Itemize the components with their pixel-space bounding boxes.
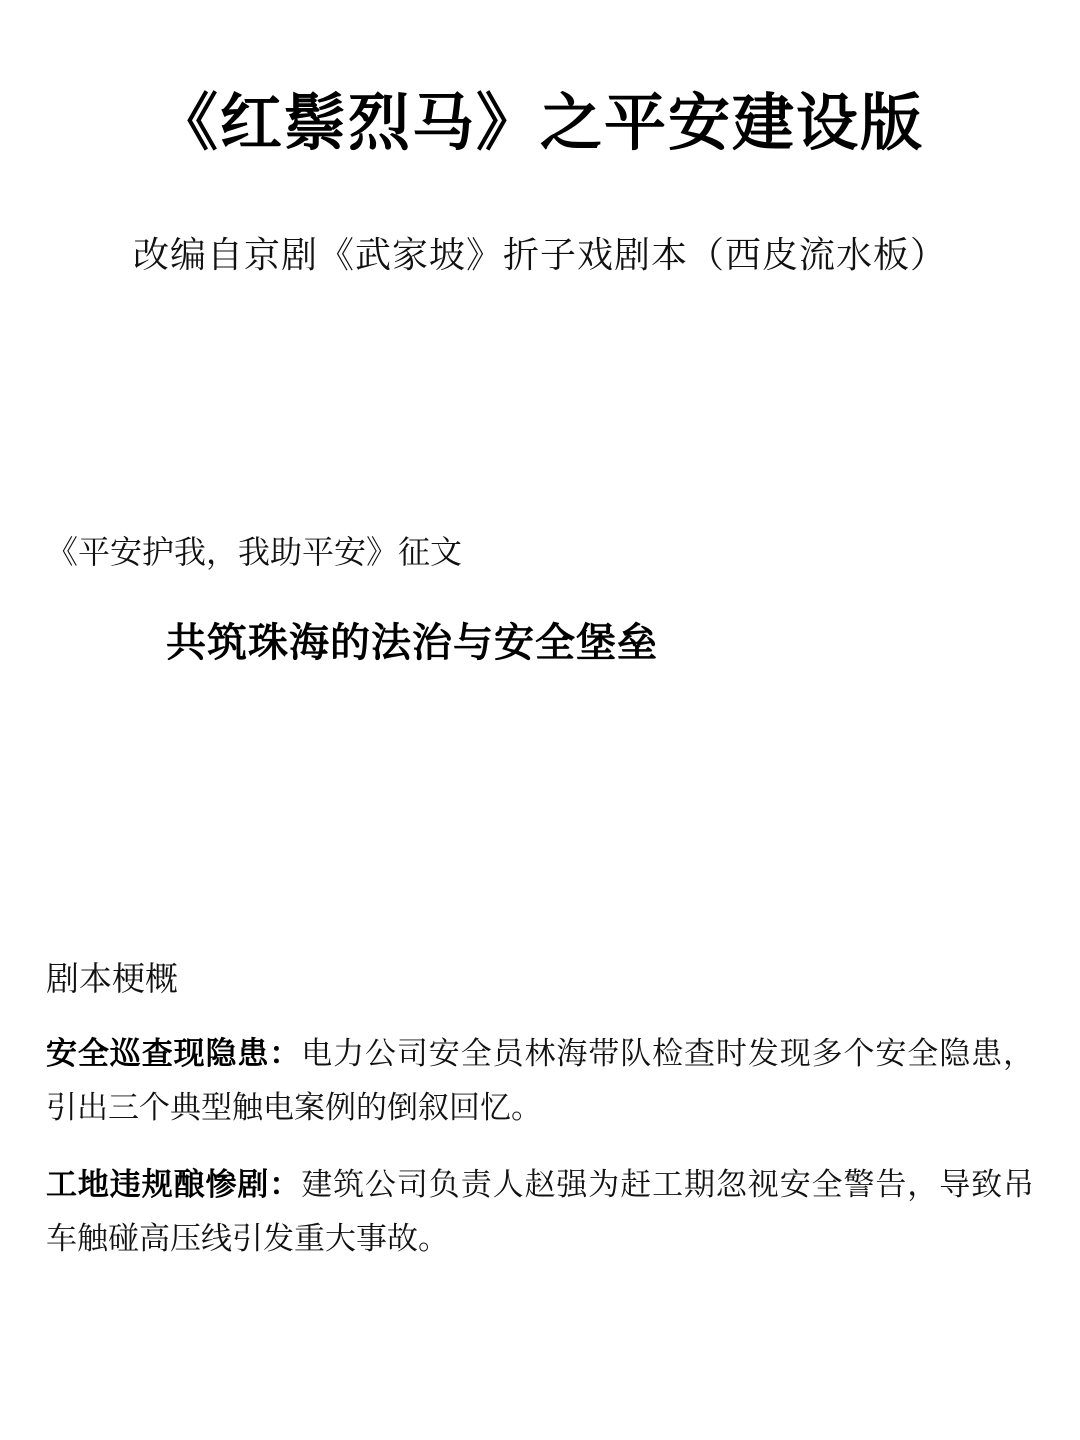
synopsis-title: 剧本梗概 xyxy=(46,961,178,998)
page-subtitle: 改编自京剧《武家坡》折子戏剧本（西皮流水板） xyxy=(132,234,947,275)
essay-label: 《平安护我，我助平安》征文 xyxy=(46,533,463,570)
synopsis-item xyxy=(46,1005,1034,1136)
synopsis-item-lead: 工地违规酿惨剧： xyxy=(46,1166,302,1202)
synopsis-item-lead: 安全巡查现隐患： xyxy=(46,1036,302,1072)
essay-heading: 共筑珠海的法治与安全堡垒 xyxy=(166,619,658,665)
page-title: 《红鬃烈马》之平安建设版 xyxy=(155,90,924,158)
synopsis-item xyxy=(46,1136,1034,1267)
synopsis-item-body: 电力公司安全员林海带队检查时发现多个安全隐患，引出三个典型触电案例的倒叙回忆。 xyxy=(46,1036,1035,1126)
essay-section xyxy=(46,530,1034,671)
synopsis-section xyxy=(46,956,1034,1267)
synopsis-item-body: 建筑公司负责人赵强为赶工期忽视安全警告，导致吊车触碰高压线引发重大事故。 xyxy=(46,1166,1035,1256)
